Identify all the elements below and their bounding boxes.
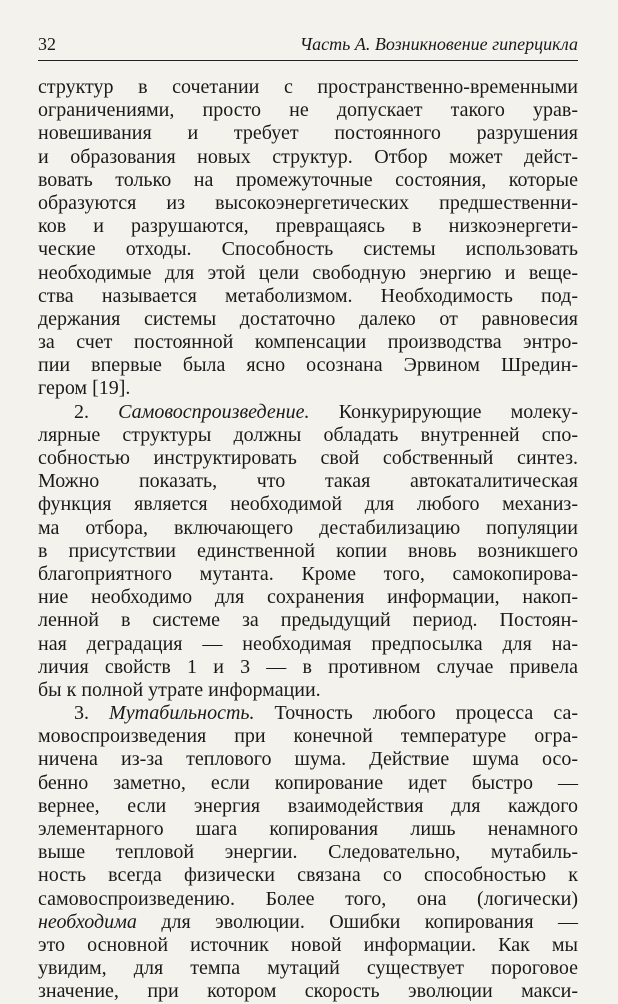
text-line: элементарного шага копирования лишь ненамного bbox=[38, 818, 578, 840]
text-line bbox=[38, 911, 578, 934]
item-title: Мутабильность. bbox=[109, 702, 255, 725]
text-line: ческие отходы. Способность системы использовать bbox=[38, 238, 578, 261]
item-title: Самовоспроизведение. bbox=[118, 400, 310, 423]
text-line: вовать только на промежуточные состояния, которые bbox=[38, 168, 578, 191]
chapter-title: Часть А. Возникновение гиперцикла bbox=[299, 34, 578, 54]
text-line: Можно показать, что такая автокаталитическая bbox=[38, 470, 578, 493]
item-number: 3. bbox=[74, 702, 89, 725]
text-line: за счет постоянной компенсации производства энтро- bbox=[38, 331, 578, 354]
paragraph-metabolism-continued bbox=[38, 76, 578, 401]
text-line: ничена из-за теплового шума. Действие шума осо- bbox=[38, 748, 578, 771]
text-line: ков и разрушаются, превращаясь в низкоэнергети- bbox=[38, 215, 578, 238]
line-text: для эволюции. Ошибки копирования — bbox=[161, 910, 579, 933]
text-line: ма отбора, включающего дестабилизацию популяции bbox=[38, 516, 578, 539]
text-line: ная деградация — необходимая предпосылка для на- bbox=[38, 632, 578, 655]
text-line: ства называется метаболизмом. Необходимость под- bbox=[38, 284, 578, 307]
item-number: 2. bbox=[74, 400, 89, 423]
text-line: вернее, если энергия взаимодействия для каждого bbox=[38, 794, 578, 817]
text-line: бенно заметно, если копирование идет быстро — bbox=[38, 771, 578, 794]
line-text: Точность любого процесса са- bbox=[274, 702, 578, 725]
text-line: функция является необходимой для любого механиз- bbox=[38, 493, 578, 516]
text-line: ность всегда физически связана со способностью к bbox=[38, 864, 578, 887]
text-line: в присутствии единственной копии вновь возникшего bbox=[38, 539, 578, 562]
emphasized-word: необходима bbox=[38, 910, 137, 933]
text-line: лярные структуры должны обладать внутренней спо- bbox=[38, 423, 578, 446]
text-line: благоприятного мутанта. Кроме того, самокопирова- bbox=[38, 562, 578, 585]
text-line: личия свойств 1 и 3 — в противном случае привела bbox=[38, 655, 578, 678]
text-line: структур в сочетании с пространственно-временными bbox=[38, 76, 578, 98]
paragraph-self-reproduction bbox=[38, 401, 578, 702]
text-line: необходимые для этой цели свободную энергию и веще- bbox=[38, 261, 578, 284]
paragraph-mutability bbox=[38, 702, 578, 1003]
text-line: это основной источник новой информации. Как мы bbox=[38, 933, 578, 956]
page-number: 32 bbox=[38, 34, 56, 54]
text-line: увидим, для темпа мутаций существует пороговое bbox=[38, 957, 578, 980]
text-line bbox=[38, 702, 578, 725]
text-line: пии впервые была ясно осознана Эрвином Шредин- bbox=[38, 354, 578, 377]
text-line: образуются из высокоэнергетических предшественни- bbox=[38, 191, 578, 214]
text-line: и образования новых структур. Отбор может дейст- bbox=[38, 145, 578, 168]
text-line: ленной в системе за предыдущий период. Постоян- bbox=[38, 609, 578, 632]
text-line bbox=[38, 401, 578, 424]
text-line: бы к полной утрате информации. bbox=[38, 678, 321, 701]
text-line: значение, при котором скорость эволюции макси- bbox=[38, 980, 578, 1003]
text-line: мовоспроизведения при конечной температуре огра- bbox=[38, 725, 578, 748]
line-text: Конкурирующие молеку- bbox=[338, 400, 578, 423]
running-header bbox=[38, 34, 578, 61]
text-line: самовоспроизведению. Более того, она (логически) bbox=[38, 887, 578, 910]
text-line: выше тепловой энергии. Следовательно, мутабиль- bbox=[38, 841, 578, 864]
text-line: ограничениями, просто не допускает такого урав- bbox=[38, 99, 578, 122]
body-text bbox=[38, 76, 578, 1004]
text-line: собностью инструктировать свой собственный синтез. bbox=[38, 447, 578, 469]
text-line: держания системы достаточно далеко от равновесия bbox=[38, 307, 578, 330]
text-line: новешивания и требует постоянного разрушения bbox=[38, 122, 578, 145]
text-line: ние необходимо для сохранения информации, накоп- bbox=[38, 586, 578, 609]
text-line: гером [19]. bbox=[38, 377, 131, 400]
